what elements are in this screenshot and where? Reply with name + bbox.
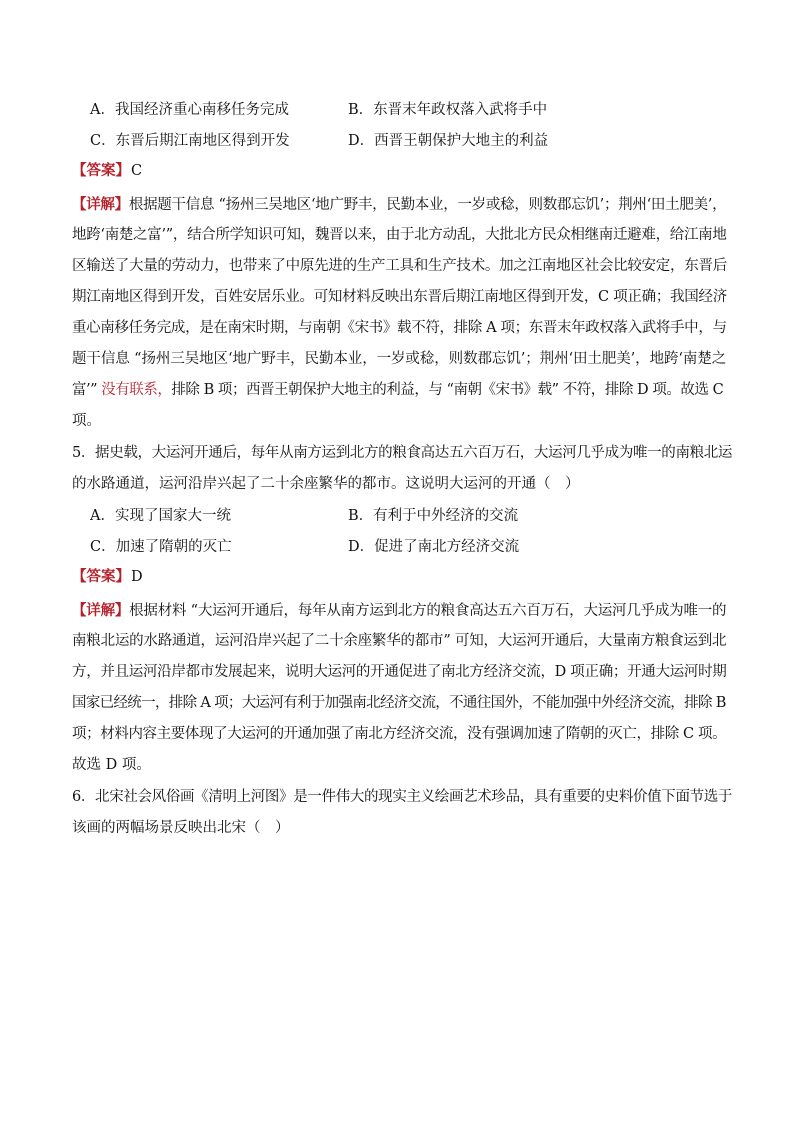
q4-detail-tag: 【详解】 xyxy=(72,196,129,213)
q4-detail-line: 题干信息 “扬州三吴地区‘地广野丰，民勤本业，一岁或稔，则数郡忘饥’；荆州‘田土肥美’，地跨‘南楚之 xyxy=(72,351,727,367)
q5-detail-line: 故选 D 项。 xyxy=(72,757,151,773)
q5-answer xyxy=(72,564,143,590)
q5-detail-line: 根据材料 “大运河开通后，每年从南方运到北方的粮食高达五六百万石，大运河几乎成为唯一的 xyxy=(129,603,727,619)
q5-detail-tag: 【详解】 xyxy=(72,602,130,619)
q4-detail-last-post: 排除 B 项；西晋王朝保护大地主的利益，与 “南朝《宋书》载” 不符，排除 D 项。故选 C xyxy=(171,382,724,398)
q5-options-row-1 xyxy=(90,503,730,529)
q6-stem xyxy=(72,782,732,844)
q5-options-row-2 xyxy=(90,534,730,560)
q4-detail-line: 区输送了大量的劳动力，也带来了中原先进的生产工具和生产技术。加之江南地区社会比较安定，东晋后 xyxy=(72,258,727,274)
q4-answer xyxy=(72,158,142,184)
q5-detail-line: 南粮北运的水路通道，运河沿岸兴起了二十余座繁华的都市” 可知，大运河开通后，大量南方粮食运到北 xyxy=(72,633,727,649)
q5-stem xyxy=(72,438,732,500)
q4-detail-last-pre: 富’” xyxy=(72,382,102,398)
q5-detail-line: 项；材料内容主要体现了大运河的开通加强了南北方经济交流，没有强调加速了隋朝的灭亡，排除 C 项。 xyxy=(72,726,727,742)
q5-option-d: D．促进了南北方经济交流 xyxy=(348,539,520,555)
q5-option-b: B．有利于中外经济的交流 xyxy=(348,508,519,524)
q4-detail-red-text: 没有联系， xyxy=(101,382,172,398)
q4-options-row-2 xyxy=(90,128,730,154)
q5-option-a: A．实现了国家大一统 xyxy=(90,508,231,524)
q5-answer-tag: 【答案】 xyxy=(72,568,130,585)
q5-stem-line: 的水路通道，运河沿岸兴起了二十余座繁华的都市。这说明大运河的开通（ ） xyxy=(72,476,580,492)
q4-detail xyxy=(72,189,727,437)
q4-detail-line: 重心南移任务完成，是在南宋时期，与南朝《宋书》载不符，排除 A 项；东晋末年政权落入武将手中，与 xyxy=(72,320,727,336)
q4-detail-line: 期江南地区得到开发，百姓安居乐业。可知材料反映出东晋后期江南地区得到开发，C 项正确；我国经济 xyxy=(72,289,727,305)
q4-option-b: B．东晋末年政权落入武将手中 xyxy=(348,102,548,118)
q4-options-row-1 xyxy=(90,97,730,123)
q6-stem-line: 该画的两幅场景反映出北宋（ ） xyxy=(72,820,290,836)
q6-stem-line: 6．北宋社会风俗画《清明上河图》是一件伟大的现实主义绘画艺术珍品，具有重要的史料价值下面节选于 xyxy=(72,789,733,805)
q5-stem-line: 5．据史载，大运河开通后，每年从南方运到北方的粮食高达五六百万石，大运河几乎成为唯一的南粮北运 xyxy=(72,445,733,461)
q4-option-c: C．东晋后期江南地区得到开发 xyxy=(90,133,290,149)
q5-detail-line: 国家已经统一，排除 A 项；大运河有利于加强南北经济交流，不通往国外，不能加强中外经济交流，排除 B xyxy=(72,695,726,711)
q4-detail-line: 地跨‘南楚之富’”，结合所学知识可知，魏晋以来，由于北方动乱，大批北方民众相继南迁避难，给江南地 xyxy=(72,227,727,243)
q5-answer-value: D xyxy=(131,569,143,585)
q5-detail xyxy=(72,595,727,781)
q5-detail-line: 方，并且运河沿岸都市发展起来，说明大运河的开通促进了南北方经济交流，D 项正确；开通大运河时期 xyxy=(72,664,727,680)
q4-answer-value: C xyxy=(131,163,143,179)
q5-option-c: C．加速了隋朝的灭亡 xyxy=(90,539,232,555)
q4-option-d: D．西晋王朝保护大地主的利益 xyxy=(348,133,549,149)
q4-detail-line: 根据题干信息 “扬州三吴地区‘地广野丰，民勤本业，一岁或稔，则数郡忘饥’；荆州‘田土肥美’， xyxy=(128,197,727,213)
q4-option-a: A．我国经济重心南移任务完成 xyxy=(90,102,289,118)
q4-answer-tag: 【答案】 xyxy=(72,162,130,179)
q4-detail-end: 项。 xyxy=(72,413,101,429)
